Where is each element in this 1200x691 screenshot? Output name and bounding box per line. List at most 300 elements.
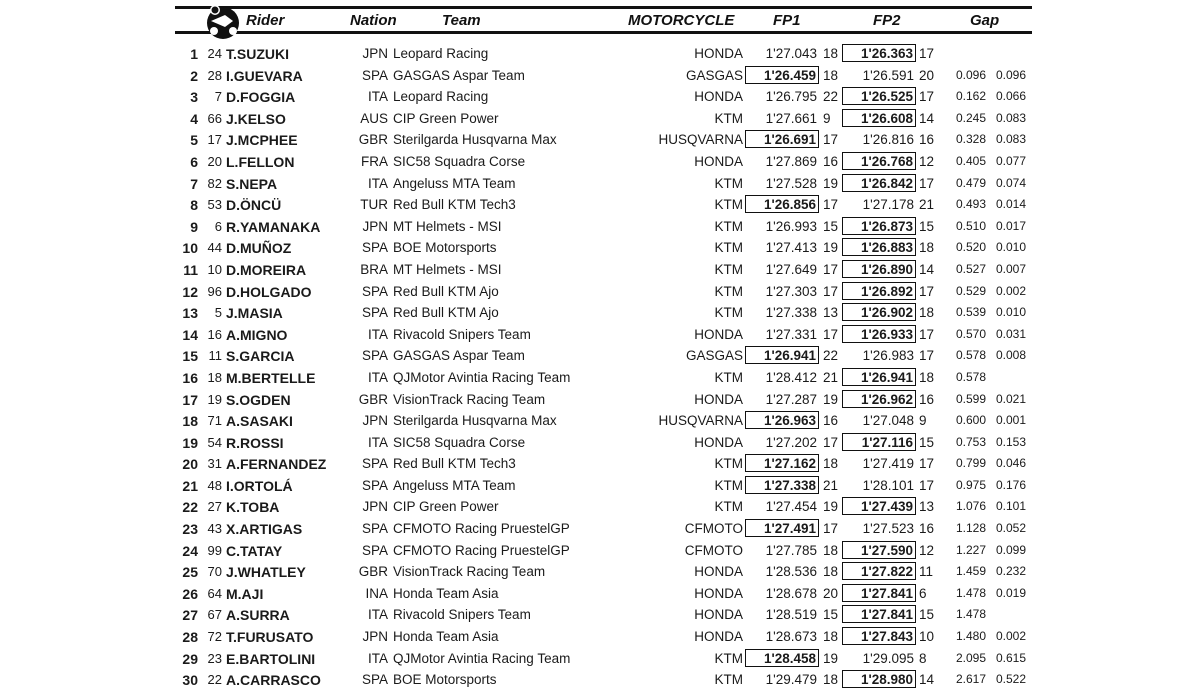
gap-prev-cell: 0.083 — [995, 132, 1026, 147]
fp2-time-cell: 1'26.883 — [842, 238, 916, 256]
gap-prev-cell: 0.083 — [995, 110, 1026, 125]
fp2-time-cell: 1'26.933 — [842, 325, 916, 343]
gap-prev-cell: 0.002 — [995, 283, 1026, 298]
fp2-laps-cell: 14 — [919, 110, 935, 126]
rider-name-cell: A.FERNANDEZ — [226, 456, 327, 473]
table-row — [0, 389, 1200, 411]
table-row — [0, 281, 1200, 303]
fp1-laps-cell: 18 — [823, 564, 839, 580]
rider-name-cell: T.FURUSATO — [226, 629, 314, 646]
position-cell: 9 — [190, 218, 198, 235]
gap-prev-cell: 0.153 — [995, 434, 1026, 449]
gap-cell: 0.520 — [955, 240, 986, 255]
fp1-laps-cell: 17 — [823, 326, 839, 342]
fp2-laps-cell: 16 — [919, 132, 935, 148]
table-row — [0, 561, 1200, 583]
position-cell: 22 — [182, 499, 198, 516]
fp1-laps-cell: 19 — [823, 499, 839, 515]
fp1-time-cell: 1'28.678 — [765, 585, 817, 601]
rider-name-cell: L.FELLON — [226, 153, 295, 170]
team-cell: SIC58 Squadra Corse — [393, 153, 526, 169]
fp2-time-cell: 1'26.902 — [842, 303, 916, 321]
fp1-laps-cell: 19 — [823, 391, 839, 407]
fp2-time-cell: 1'27.048 — [862, 413, 914, 429]
nation-cell: JPN — [362, 499, 388, 515]
table-row — [0, 648, 1200, 670]
fp1-time-cell: 1'26.941 — [745, 346, 819, 364]
header-gap: Gap — [970, 12, 1000, 29]
fp2-time-cell: 1'27.178 — [862, 197, 914, 213]
gap-prev-cell: 0.010 — [995, 305, 1026, 320]
fp1-time-cell: 1'27.303 — [765, 283, 817, 299]
position-cell: 4 — [190, 110, 198, 127]
team-cell: Honda Team Asia — [393, 585, 499, 601]
table-row — [0, 626, 1200, 648]
fp2-time-cell: 1'26.608 — [842, 109, 916, 127]
gap-cell: 1.478 — [955, 585, 986, 600]
motorcycle-cell: KTM — [714, 456, 743, 472]
nation-cell: SPA — [361, 672, 388, 688]
gap-prev-cell: 0.008 — [995, 348, 1026, 363]
fp2-time-cell: 1'26.842 — [842, 174, 916, 192]
motorcycle-cell: HONDA — [694, 326, 743, 342]
gap-prev-cell: 0.014 — [995, 197, 1026, 212]
fp1-time-cell: 1'27.413 — [765, 240, 817, 256]
fp2-laps-cell: 17 — [919, 326, 935, 342]
fp1-laps-cell: 20 — [823, 585, 839, 601]
rider-name-cell: C.TATAY — [226, 542, 283, 559]
gap-cell: 0.600 — [955, 413, 986, 428]
fp2-time-cell: 1'26.962 — [842, 390, 916, 408]
fp1-time-cell: 1'27.043 — [765, 46, 817, 61]
gap-cell: 0.539 — [955, 305, 986, 320]
team-cell: Angeluss MTA Team — [393, 175, 516, 191]
table-row — [0, 65, 1200, 87]
gap-prev-cell: 0.007 — [995, 261, 1026, 276]
nation-cell: ITA — [368, 434, 388, 450]
team-cell: CIP Green Power — [393, 110, 499, 126]
nation-cell: JPN — [362, 218, 388, 234]
rider-number-cell: 27 — [207, 499, 222, 515]
nation-cell: SPA — [361, 305, 388, 321]
table-row — [0, 583, 1200, 605]
motorcycle-cell: HONDA — [694, 391, 743, 407]
fp1-laps-cell: 17 — [823, 283, 839, 299]
rider-name-cell: J.MCPHEE — [226, 132, 298, 149]
rider-number-cell: 16 — [207, 326, 222, 342]
motorcycle-cell: HONDA — [694, 607, 743, 623]
gap-cell: 1.128 — [955, 521, 986, 536]
team-cell: VisionTrack Racing Team — [393, 391, 546, 407]
fp2-laps-cell: 14 — [919, 672, 935, 688]
rider-number-cell: 10 — [207, 261, 222, 277]
fp1-laps-cell: 18 — [823, 67, 839, 83]
motorcycle-cell: KTM — [714, 369, 743, 385]
table-row — [0, 432, 1200, 454]
table-row — [0, 194, 1200, 216]
team-cell: SIC58 Squadra Corse — [393, 434, 526, 450]
rider-name-cell: I.ORTOLÁ — [226, 477, 293, 494]
fp1-time-cell: 1'27.454 — [765, 499, 817, 515]
fp2-time-cell: 1'26.363 — [842, 44, 916, 62]
position-cell: 29 — [182, 650, 198, 667]
fp2-laps-cell: 16 — [919, 391, 935, 407]
rider-name-cell: M.BERTELLE — [226, 369, 316, 386]
fp1-laps-cell: 18 — [823, 629, 839, 645]
fp1-time-cell: 1'27.287 — [765, 391, 817, 407]
position-cell: 27 — [182, 607, 198, 624]
nation-cell: ITA — [368, 650, 388, 666]
team-cell: Sterilgarda Husqvarna Max — [393, 132, 557, 148]
fp2-time-cell: 1'28.101 — [862, 477, 914, 493]
motorcycle-cell: KTM — [714, 175, 743, 191]
fp1-time-cell: 1'27.202 — [765, 434, 817, 450]
team-cell: BOE Motorsports — [393, 240, 497, 256]
position-cell: 24 — [182, 542, 198, 559]
gap-prev-cell: 0.101 — [995, 499, 1026, 514]
fp1-laps-cell: 18 — [823, 46, 839, 61]
fp2-time-cell: 1'26.873 — [842, 217, 916, 235]
rider-number-cell: 66 — [207, 110, 222, 126]
motorcycle-cell: KTM — [714, 110, 743, 126]
team-cell: Honda Team Asia — [393, 629, 499, 645]
fp2-laps-cell: 6 — [919, 585, 927, 601]
fp2-time-cell: 1'27.590 — [842, 541, 916, 559]
table-row — [0, 475, 1200, 497]
table-row — [0, 345, 1200, 367]
fp2-laps-cell: 10 — [919, 629, 935, 645]
team-cell: Leopard Racing — [393, 46, 489, 61]
fp2-laps-cell: 12 — [919, 542, 935, 558]
position-cell: 6 — [190, 153, 198, 170]
position-cell: 28 — [182, 629, 198, 646]
gap-prev-cell: 0.074 — [995, 175, 1026, 190]
fp2-laps-cell: 16 — [919, 521, 935, 537]
table-row — [0, 43, 1200, 65]
fp1-laps-cell: 18 — [823, 672, 839, 688]
rider-number-cell: 67 — [207, 607, 222, 623]
table-row — [0, 518, 1200, 540]
fp2-laps-cell: 18 — [919, 240, 935, 256]
fp1-time-cell: 1'26.795 — [765, 89, 817, 105]
rider-name-cell: S.NEPA — [226, 175, 278, 192]
gap-prev-cell: 0.021 — [995, 391, 1026, 406]
rider-number-cell: 19 — [207, 391, 222, 407]
table-row — [0, 496, 1200, 518]
rider-number-cell: 70 — [207, 564, 222, 580]
team-cell: Sterilgarda Husqvarna Max — [393, 413, 557, 429]
gap-prev-cell: 0.031 — [995, 326, 1026, 341]
gap-cell: 0.529 — [955, 283, 986, 298]
header-bottom-rule — [175, 31, 1032, 34]
gap-prev-cell: 0.615 — [995, 650, 1026, 665]
fp1-laps-cell: 18 — [823, 456, 839, 472]
motorcycle-cell: HONDA — [694, 153, 743, 169]
fp1-time-cell: 1'28.673 — [765, 629, 817, 645]
rider-number-cell: 54 — [207, 434, 222, 450]
fp2-laps-cell: 17 — [919, 477, 935, 493]
gap-prev-cell: 0.096 — [995, 67, 1026, 82]
fp2-laps-cell: 12 — [919, 153, 935, 169]
header-fp2: FP2 — [873, 12, 901, 29]
fp1-laps-cell: 22 — [823, 89, 839, 105]
header-nation: Nation — [350, 12, 397, 29]
motorcycle-cell: KTM — [714, 218, 743, 234]
rider-name-cell: M.AJI — [226, 585, 264, 602]
gap-prev-cell: 0.019 — [995, 585, 1026, 600]
motorcycle-cell: KTM — [714, 240, 743, 256]
rider-number-cell: 44 — [207, 240, 222, 256]
rider-number-cell: 99 — [207, 542, 222, 558]
gap-prev-cell: 0.066 — [995, 89, 1026, 104]
fp2-laps-cell: 9 — [919, 413, 927, 429]
team-cell: QJMotor Avintia Racing Team — [393, 369, 571, 385]
fp2-laps-cell: 17 — [919, 348, 935, 364]
rider-name-cell: J.WHATLEY — [226, 564, 306, 581]
position-cell: 5 — [190, 132, 198, 149]
gap-prev-cell: 0.077 — [995, 153, 1026, 168]
header-rider: Rider — [246, 12, 285, 29]
fp2-time-cell: 1'26.941 — [842, 368, 916, 386]
motorcycle-cell: KTM — [714, 305, 743, 321]
rider-name-cell: A.SASAKI — [226, 413, 293, 430]
fp2-laps-cell: 20 — [919, 67, 935, 83]
fp1-time-cell: 1'27.785 — [765, 542, 817, 558]
motorcycle-cell: CFMOTO — [684, 521, 743, 537]
fp2-time-cell: 1'27.523 — [862, 521, 914, 537]
position-cell: 14 — [182, 326, 198, 343]
gap-cell: 2.095 — [955, 650, 986, 665]
nation-cell: SPA — [361, 348, 388, 364]
fp1-time-cell: 1'27.331 — [765, 326, 817, 342]
nation-cell: AUS — [360, 110, 388, 126]
motorcycle-cell: KTM — [714, 650, 743, 666]
nation-cell: GBR — [358, 391, 388, 407]
nation-cell: JPN — [362, 413, 388, 429]
rider-name-cell: R.YAMANAKA — [226, 218, 321, 235]
fp1-time-cell: 1'27.338 — [765, 305, 817, 321]
rider-name-cell: A.MIGNO — [226, 326, 288, 343]
gap-cell: 0.493 — [955, 197, 986, 212]
fp1-time-cell: 1'28.536 — [765, 564, 817, 580]
fp1-time-cell: 1'26.963 — [745, 411, 819, 429]
rider-name-cell: A.SURRA — [226, 607, 290, 624]
gap-prev-cell: 0.522 — [995, 672, 1026, 687]
gap-prev-cell: 0.002 — [995, 629, 1026, 644]
table-row — [0, 367, 1200, 389]
fp2-laps-cell: 18 — [919, 305, 935, 321]
motorcycle-cell: HONDA — [694, 434, 743, 450]
table-row — [0, 129, 1200, 151]
fp2-laps-cell: 11 — [919, 564, 934, 580]
rider-number-cell: 18 — [207, 369, 222, 385]
fp1-laps-cell: 18 — [823, 542, 839, 558]
gap-prev-cell: 0.052 — [995, 521, 1026, 536]
motorcycle-cell: GASGAS — [685, 348, 743, 364]
gap-prev-cell: 0.001 — [995, 413, 1026, 428]
gap-cell: 0.578 — [955, 369, 986, 384]
gap-cell: 0.479 — [955, 175, 986, 190]
position-cell: 15 — [182, 348, 198, 365]
table-row — [0, 604, 1200, 626]
fp1-laps-cell: 17 — [823, 197, 839, 213]
position-cell: 18 — [182, 413, 198, 430]
gap-cell: 2.617 — [955, 672, 986, 687]
results-table — [0, 43, 1200, 691]
fp2-laps-cell: 21 — [919, 197, 935, 213]
gap-cell: 0.245 — [955, 110, 986, 125]
fp1-laps-cell: 15 — [823, 607, 839, 623]
fp1-laps-cell: 22 — [823, 348, 839, 364]
gap-prev-cell: 0.099 — [995, 542, 1026, 557]
rider-number-cell: 72 — [207, 629, 222, 645]
table-row — [0, 151, 1200, 173]
position-cell: 13 — [182, 305, 198, 322]
rider-name-cell: T.SUZUKI — [226, 46, 289, 62]
fp1-laps-cell: 19 — [823, 650, 839, 666]
fp2-laps-cell: 17 — [919, 46, 935, 61]
fp1-time-cell: 1'26.691 — [745, 130, 819, 148]
fp1-laps-cell: 17 — [823, 132, 839, 148]
header-motorcycle: MOTORCYCLE — [628, 12, 735, 29]
table-row — [0, 410, 1200, 432]
team-cell: Angeluss MTA Team — [393, 477, 516, 493]
fp2-laps-cell: 8 — [919, 650, 927, 666]
fp2-time-cell: 1'26.983 — [862, 348, 914, 364]
rider-name-cell: K.TOBA — [226, 499, 280, 516]
gap-cell: 1.227 — [955, 542, 986, 557]
rider-name-cell: I.GUEVARA — [226, 67, 303, 84]
table-row — [0, 216, 1200, 238]
fp1-time-cell: 1'27.162 — [745, 454, 819, 472]
fp1-time-cell: 1'26.993 — [765, 218, 817, 234]
position-cell: 23 — [182, 521, 198, 538]
position-cell: 17 — [182, 391, 198, 408]
fp1-laps-cell: 19 — [823, 175, 839, 191]
rider-name-cell: E.BARTOLINI — [226, 650, 316, 667]
rider-name-cell: R.ROSSI — [226, 434, 284, 451]
rider-name-cell: D.MUÑOZ — [226, 240, 292, 257]
gap-prev-cell: 0.176 — [995, 477, 1026, 492]
rider-number-cell: 43 — [207, 521, 222, 537]
team-cell: Rivacold Snipers Team — [393, 607, 531, 623]
fp2-time-cell: 1'27.841 — [842, 605, 916, 623]
team-cell: Red Bull KTM Ajo — [393, 305, 499, 321]
gap-cell: 1.480 — [955, 629, 986, 644]
rider-number-cell: 31 — [207, 456, 222, 472]
nation-cell: SPA — [361, 67, 388, 83]
rider-name-cell: D.FOGGIA — [226, 89, 296, 106]
rider-number-cell: 11 — [208, 348, 222, 364]
table-row — [0, 86, 1200, 108]
motorcycle-cell: HUSQVARNA — [658, 413, 743, 429]
nation-cell: SPA — [361, 542, 388, 558]
position-cell: 7 — [190, 175, 198, 192]
table-row — [0, 259, 1200, 281]
nation-cell: ITA — [368, 607, 388, 623]
fp2-time-cell: 1'28.980 — [842, 670, 916, 688]
fp1-time-cell: 1'29.479 — [765, 672, 817, 688]
motorcycle-cell: HONDA — [694, 46, 743, 61]
gap-prev-cell: 0.046 — [995, 456, 1026, 471]
fp2-time-cell: 1'27.439 — [842, 497, 916, 515]
position-cell: 21 — [182, 477, 198, 494]
fp1-laps-cell: 13 — [823, 305, 839, 321]
rider-number-cell: 28 — [207, 67, 222, 83]
team-cell: CIP Green Power — [393, 499, 499, 515]
team-cell: BOE Motorsports — [393, 672, 497, 688]
motorcycle-cell: HONDA — [694, 564, 743, 580]
motorcycle-cell: GASGAS — [685, 67, 743, 83]
fp1-time-cell: 1'28.519 — [765, 607, 817, 623]
fp1-time-cell: 1'27.869 — [765, 153, 817, 169]
fp1-laps-cell: 21 — [823, 369, 839, 385]
team-cell: CFMOTO Racing PruestelGP — [393, 521, 570, 537]
rider-number-cell: 17 — [207, 132, 222, 148]
nation-cell: SPA — [361, 521, 388, 537]
motorcycle-cell: KTM — [714, 672, 743, 688]
fp1-time-cell: 1'27.528 — [765, 175, 817, 191]
fp2-time-cell: 1'26.890 — [842, 260, 916, 278]
nation-cell: INA — [365, 585, 388, 601]
table-row — [0, 237, 1200, 259]
motorcycle-cell: CFMOTO — [684, 542, 743, 558]
rider-number-cell: 22 — [207, 672, 222, 688]
rider-number-cell: 5 — [214, 305, 222, 321]
fp2-time-cell: 1'26.816 — [862, 132, 914, 148]
motorcycle-cell: KTM — [714, 261, 743, 277]
nation-cell: ITA — [368, 89, 388, 105]
motorcycle-cell: KTM — [714, 197, 743, 213]
position-cell: 3 — [190, 89, 198, 106]
gap-prev-cell: 0.017 — [995, 218, 1026, 233]
fp2-laps-cell: 17 — [919, 456, 935, 472]
fp1-time-cell: 1'28.458 — [745, 649, 819, 667]
team-cell: QJMotor Avintia Racing Team — [393, 650, 571, 666]
fp2-time-cell: 1'29.095 — [862, 650, 914, 666]
team-cell: Red Bull KTM Tech3 — [393, 197, 516, 213]
nation-cell: ITA — [368, 326, 388, 342]
motorcycle-cell: KTM — [714, 477, 743, 493]
fp2-time-cell: 1'26.591 — [862, 67, 914, 83]
nation-cell: FRA — [361, 153, 388, 169]
team-cell: MT Helmets - MSI — [393, 218, 502, 234]
fp1-time-cell: 1'27.491 — [745, 519, 819, 537]
fp2-laps-cell: 13 — [919, 499, 935, 515]
motorcycle-cell: HUSQVARNA — [658, 132, 743, 148]
rider-number-cell: 7 — [214, 89, 222, 105]
rider-number-cell: 82 — [207, 175, 222, 191]
rider-number-cell: 23 — [207, 650, 222, 666]
team-cell: Rivacold Snipers Team — [393, 326, 531, 342]
position-cell: 19 — [182, 434, 198, 451]
position-cell: 25 — [182, 564, 198, 581]
nation-cell: SPA — [361, 456, 388, 472]
nation-cell: JPN — [362, 629, 388, 645]
fp1-time-cell: 1'26.459 — [745, 66, 819, 84]
table-row — [0, 302, 1200, 324]
table-row — [0, 108, 1200, 130]
rider-number-cell: 6 — [214, 218, 222, 234]
fp2-time-cell: 1'26.768 — [842, 152, 916, 170]
header-top-rule — [175, 6, 1032, 9]
fp2-time-cell: 1'26.525 — [842, 87, 916, 105]
rider-number-cell: 96 — [207, 283, 222, 299]
rider-number-cell: 64 — [207, 585, 222, 601]
nation-cell: GBR — [358, 132, 388, 148]
fp1-laps-cell: 17 — [823, 521, 839, 537]
rider-number-cell: 53 — [207, 197, 222, 213]
